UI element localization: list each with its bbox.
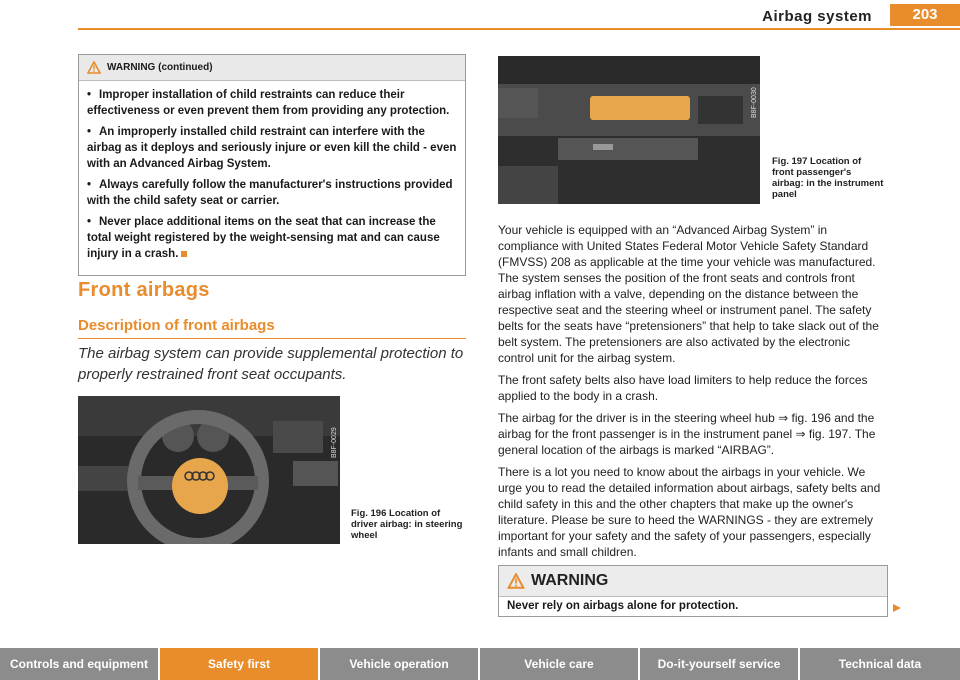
continue-arrow-icon <box>892 603 902 613</box>
tab-controls-and-equipment[interactable]: Controls and equipment <box>0 648 160 680</box>
body-paragraph: The front safety belts also have load limiters to help reduce the forces applied to the body in a crash. <box>498 373 868 403</box>
warning-item: • Improper installation of child restraints can reduce their effectiveness or even prevent them from providing any protection. <box>87 89 450 117</box>
page-number: 203 <box>890 4 960 26</box>
tab-safety-first[interactable]: Safety first <box>160 648 320 680</box>
warning-triangle-icon <box>507 573 525 589</box>
end-of-section-marker <box>181 251 187 257</box>
subsection-rule <box>78 338 466 339</box>
warning-continued-label: WARNING (continued) <box>107 62 213 73</box>
body-paragraph: The airbag for the driver is in the steering wheel hub ⇒ fig. 196 and the airbag for the front passenger is in the instrument panel ⇒ fig. 197. The general location of the airbags is marked “AIRBAG”. <box>498 411 876 457</box>
figure-197-instrument-panel <box>498 56 760 204</box>
warning-text: Never rely on airbags alone for protection. <box>507 600 739 612</box>
figure-196-caption: Fig. 196 Location of driver airbag: in steering wheel <box>351 508 463 541</box>
warning-continued-heading <box>79 55 465 81</box>
tab-vehicle-operation[interactable]: Vehicle operation <box>320 648 480 680</box>
tab-do-it-yourself-service[interactable]: Do-it-yourself service <box>640 648 800 680</box>
tab-vehicle-care[interactable]: Vehicle care <box>480 648 640 680</box>
body-paragraph: Your vehicle is equipped with an “Advanced Airbag System” in compliance with United States Federal Motor Vehicle Safety Standard (FMVSS) 208 as applicable at the time your vehicle was manufactured. The system senses the position of the front seats and controls front airbag inflation with a valve, depending on the distance between the respective seat and the steering wheel or instrument panel. The safety belts for the seats have “pretensioners” that help to take slack out of the belt system. The pretensioners are also activated by the electronic control unit for the airbag system. <box>498 223 879 365</box>
warning-heading: WARNING <box>531 572 609 589</box>
figure-196-steering-wheel <box>78 396 340 544</box>
warning-continued-box <box>78 54 466 276</box>
section-title: Front airbags <box>78 279 210 301</box>
figure-197-code: B8F-0030 <box>751 87 758 118</box>
warning-item: • Never place additional items on the seat that can increase the total weight registered by the weight-sensing mat and can cause injury in a crash. <box>87 216 440 260</box>
warning-item: • An improperly installed child restraint can interfere with the airbag as it deploys and seriously injure or even kill the child - even with an Advanced Airbag System. <box>87 126 457 170</box>
header-rule <box>78 28 960 30</box>
page-header-title: Airbag system <box>762 8 872 25</box>
figure-196-code: B8F-0029 <box>331 427 338 458</box>
tab-technical-data[interactable]: Technical data <box>800 648 960 680</box>
subsection-title: Description of front airbags <box>78 317 275 334</box>
section-intro: The airbag system can provide supplemental protection to properly restrained front seat occupants. <box>78 345 464 383</box>
body-text <box>498 222 888 566</box>
body-paragraph: There is a lot you need to know about the airbags in your vehicle. We urge you to read the detailed information about airbags, safety belts and child safety in this and the other chapters that make up the owner's literature. Please be sure to heed the WARNINGS - they are extremely important for your safety and the safety of your passengers, especially infants and small children. <box>498 465 881 559</box>
footer-nav <box>0 648 960 680</box>
warning-triangle-icon <box>87 61 101 74</box>
warning-box <box>498 565 888 617</box>
warning-item: • Always carefully follow the manufacturer's instructions provided with the child safety seat or carrier. <box>87 179 453 207</box>
figure-197-caption: Fig. 197 Location of front passenger's airbag: in the instrument panel <box>772 156 884 200</box>
